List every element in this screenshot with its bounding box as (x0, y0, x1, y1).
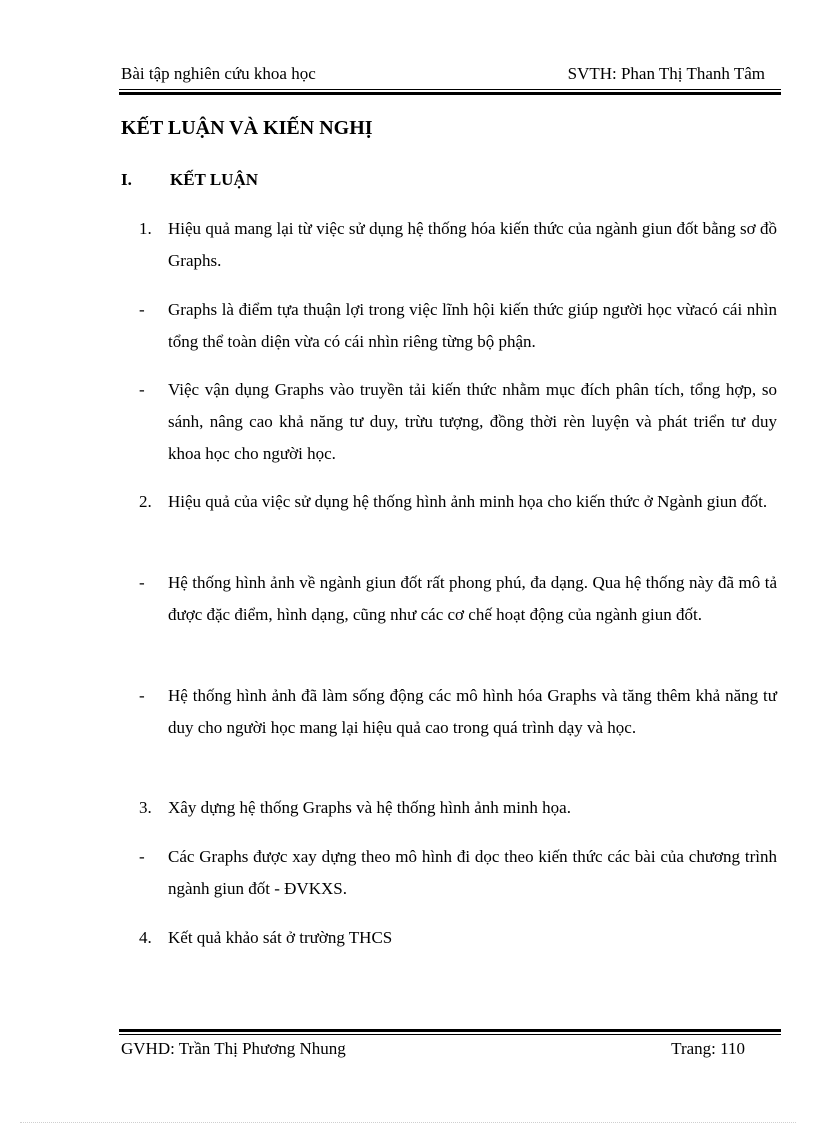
header-course-title: Bài tập nghiên cứu khoa học (121, 64, 316, 83)
page-header (121, 64, 781, 88)
list-marker: - (139, 847, 145, 866)
list-item (139, 680, 777, 744)
list-item-text: Hiệu quả mang lại từ việc sử dụng hệ thống hóa kiến thức của ngành giun đốt bằng sơ đồ Graphs. (168, 219, 777, 270)
list-item-text: Hệ thống hình ảnh đã làm sống động các mô hình hóa Graphs và tăng thêm khả năng tư duy cho người học mang lại hiệu quả cao trong quá trình dạy và học. (168, 686, 777, 737)
list-item (139, 374, 777, 470)
list-item (139, 486, 777, 518)
footer-rule-thick (119, 1029, 781, 1032)
list-item (139, 792, 777, 824)
list-item-text: Graphs là điểm tựa thuận lợi trong việc lĩnh hội kiến thức giúp người học vừacó cái nhìn tổng thể toàn diện vừa có cái nhìn riêng từng bộ phận. (168, 300, 777, 351)
list-marker: - (139, 686, 145, 705)
list-item-text: Hệ thống hình ảnh về ngành giun đốt rất phong phú, đa dạng. Qua hệ thống này đã mô tả được đặc điểm, hình dạng, cũng như các cơ chế hoạt động của ngành giun đốt. (168, 573, 777, 624)
list-item (139, 841, 777, 905)
list-marker: 2. (139, 492, 152, 511)
list-marker: 1. (139, 219, 152, 238)
footer-supervisor: GVHD: Trần Thị Phương Nhung (121, 1039, 346, 1058)
page-number: Trang: 110 (671, 1039, 745, 1058)
header-student-name: SVTH: Phan Thị Thanh Tâm (567, 64, 765, 83)
header-rule-thin (119, 89, 781, 90)
footer-rule-thin (119, 1034, 781, 1035)
list-marker: - (139, 573, 145, 592)
list-item-text: Kết quả khảo sát ở trường THCS (168, 928, 393, 947)
section-number: I. (121, 170, 132, 189)
page-title: KẾT LUẬN VÀ KIẾN NGHỊ (121, 117, 373, 139)
list-marker: - (139, 300, 145, 319)
list-item (139, 213, 777, 277)
list-item-text: Các Graphs được xay dựng theo mô hình đi dọc theo kiến thức các bài của chương trình ngành giun đốt - ĐVKXS. (168, 847, 777, 898)
section-title: KẾT LUẬN (170, 170, 259, 189)
list-item (139, 567, 777, 631)
list-item-text: Hiệu quả của việc sử dụng hệ thống hình ảnh minh họa cho kiến thức ở Ngành giun đốt. (168, 492, 768, 511)
list-item-text: Xây dựng hệ thống Graphs và hệ thống hình ảnh minh họa. (168, 798, 571, 817)
list-item-text: Việc vận dụng Graphs vào truyền tải kiến thức nhằm mục đích phân tích, tổng hợp, so sánh, nâng cao khả năng tư duy, trừu tượng, đồng thời rèn luyện và phát triển tư duy khoa học cho người học. (168, 380, 777, 463)
list-marker: 3. (139, 798, 152, 817)
list-item (139, 294, 777, 358)
list-marker: 4. (139, 928, 152, 947)
list-item (139, 922, 777, 954)
header-rule-thick (119, 92, 781, 95)
list-marker: - (139, 380, 145, 399)
